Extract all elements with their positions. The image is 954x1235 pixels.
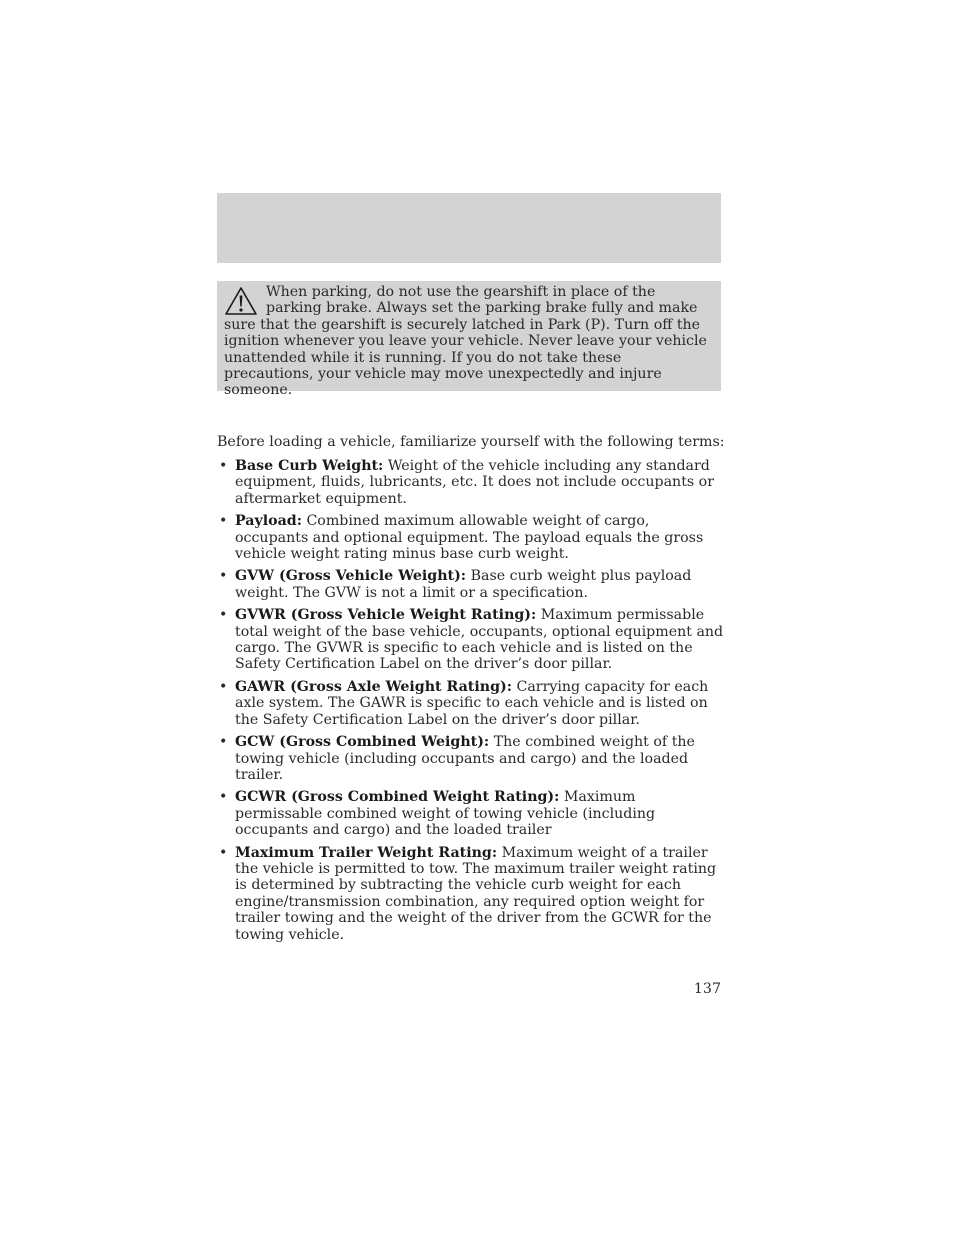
bullet: •	[219, 789, 228, 806]
term-text: Maximum permissable total weight of the base vehicle, occupants, optional equipment and cargo. The GVWR is specific to each vehicle and is listed on the Safety Certification Label on the driver’s door pillar.	[235, 607, 724, 673]
bullet: •	[219, 458, 228, 474]
term-text: Combined maximum allowable weight of cargo, occupants and optional equipment. The payload equals the gross vehicle weight rating minus base curb weight.	[235, 513, 704, 563]
bullet: •	[219, 844, 228, 861]
term-name: GAWR (Gross Axle Weight Rating):	[235, 678, 512, 695]
term-name: GCW (Gross Combined Weight):	[235, 734, 490, 751]
list-item	[217, 734, 727, 783]
terms-list	[217, 458, 727, 949]
term-name: GVWR (Gross Vehicle Weight Rating):	[235, 607, 537, 624]
warning-box	[217, 281, 721, 399]
list-item	[217, 568, 727, 601]
list-item	[217, 607, 727, 673]
term-name: GCWR (Gross Combined Weight Rating):	[235, 789, 560, 806]
list-item	[217, 679, 727, 728]
page-number: 137	[693, 981, 721, 997]
warning-triangle-icon	[224, 286, 258, 316]
term-name: GVW (Gross Vehicle Weight):	[235, 568, 467, 585]
term-text: Carrying capacity for each axle system. The GAWR is specific to each vehicle and is listed on the Safety Certification Label on the driver’s door pillar.	[235, 678, 709, 728]
bullet: •	[219, 607, 228, 624]
term-text: Base curb weight plus payload weight. The GVW is not a limit or a specification.	[235, 568, 692, 601]
bullet: •	[219, 734, 228, 751]
term-name: Maximum Trailer Weight Rating:	[235, 844, 498, 861]
list-item	[217, 845, 727, 943]
term-text: Maximum weight of a trailer the vehicle is permitted to tow. The maximum trailer weight rating is determined by subtracting the vehicle curb weight for each engine/transmission combination, any required option weight for trailer towing and the weight of the driver from the GCWR for the towing vehicle.	[235, 844, 717, 943]
term-text: Weight of the vehicle including any standard equipment, fluids, lubricants, etc. It does not include occupants or aftermarket equipment.	[235, 458, 715, 507]
bullet: •	[219, 678, 228, 695]
bullet: •	[219, 513, 228, 530]
bullet: •	[219, 568, 228, 585]
term-text: Maximum permissable combined weight of towing vehicle (including occupants and cargo) and the loaded trailer	[235, 789, 656, 839]
term-name: Base Curb Weight:	[235, 458, 384, 474]
section-header-band	[217, 193, 721, 263]
list-item	[217, 789, 727, 838]
intro-text: Before loading a vehicle, familiarize yourself with the following terms:	[217, 434, 725, 450]
warning-text: When parking, do not use the gearshift in place of the parking brake. Always set the parking brake fully and make sure that the gearshift is securely latched in Park (P). Turn off the ignition whenever you leave your vehicle. Never leave your vehicle unattended while it is running. If you do not take these precautions, your vehicle may move unexpectedly and injure someone.	[224, 284, 707, 399]
term-text: The combined weight of the towing vehicle (including occupants and cargo) and the loaded trailer.	[235, 734, 695, 783]
list-item	[217, 458, 727, 507]
list-item	[217, 513, 727, 562]
term-name: Payload:	[235, 513, 302, 530]
